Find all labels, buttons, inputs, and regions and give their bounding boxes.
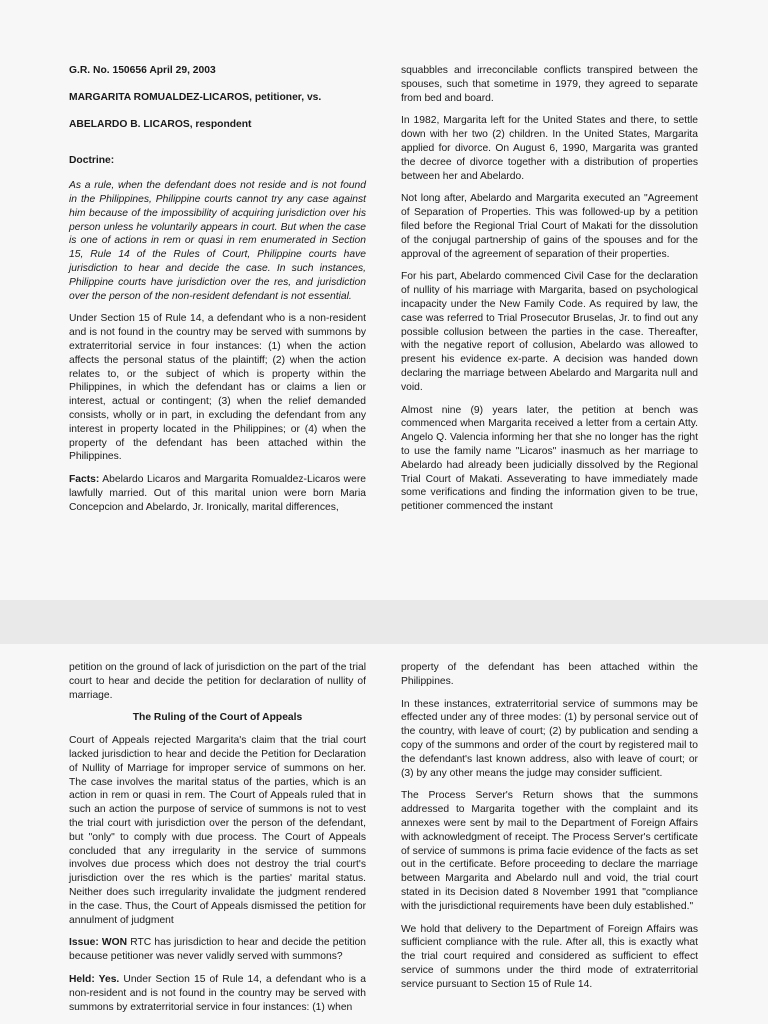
issue-text: RTC has jurisdiction to hear and decide the petition because petitioner was never validly served with summons? xyxy=(69,937,366,963)
issue-label: Issue: WON xyxy=(69,937,128,949)
paragraph: In these instances, extraterritorial service of summons may be effected under any of three modes: (1) by personal service out of the country, with leave of court; (2) by publication and sending a copy of the summons and order of the court by registered mail to the defendant's last known address, also with leave of court; or (3) by any other means the judge may consider sufficient. xyxy=(401,698,698,779)
rule-paragraph: Under Section 15 of Rule 14, a defendant who is a non-resident and is not found in the country may be served with summons by extraterritorial service in four instances: (1) when the action affects the personal status of the plaintiff; (2) when the action relates to, or the subject of which is property within the Philippines, in which the defendant has or claims a lien or interest, actual or contingent; (3) when the relief demanded consists, wholly or in part, in excluding the defendant from any interest in property located in the Philippines; or (4) when the property of the defendant has been attached within the Philippines. xyxy=(69,313,366,463)
issue-paragraph xyxy=(69,936,366,964)
page2-left-column xyxy=(69,661,366,1023)
ruling-paragraph: Court of Appeals rejected Margarita's claim that the trial court lacked jurisdiction to hear and decide the Petition for Declaration of Nullity of Marriage for improper service of summons on her. The case involves the marital status of the parties, which is an action in rem or quasi in rem. The Court of Appeals ruled that in such an action the purpose of service of summons is not to vest the trial court with jurisdiction over the person of the defendant, but "only" to comply with due process. The Court of Appeals concluded that any irregularity in the service of summons involves due process which does not destroy the trial court's jurisdiction over the res which is the parties' marital status. Neither does such irregularity invalidate the judgment rendered in the case. Thus, the Court of Appeals dismissed the petition for annulment of judgment xyxy=(69,735,366,926)
facts-text: Abelardo Licaros and Margarita Romualdez-Licaros were lawfully married. Out of this marital union were born Maria Concepcion and Abelardo, Jr. Ironically, marital differences, xyxy=(69,474,366,513)
document-page-2 xyxy=(0,644,768,1024)
petitioner-line: MARGARITA ROMUALDEZ-LICAROS, petitioner, vs. xyxy=(69,91,322,103)
facts-paragraph xyxy=(69,473,366,514)
paragraph: petition on the ground of lack of jurisdiction on the part of the trial court to hear and decide the petition for declaration of nullity of marriage. xyxy=(69,662,366,701)
paragraph: For his part, Abelardo commenced Civil Case for the declaration of nullity of his marriage with Margarita, based on psychological incapacity under the New Family Code. As required by law, the case was referred to Trial Prosecutor Bruselas, Jr. to find out any possible collusion between the parties in the case. Thereafter, with the negative report of collusion, Abelardo was allowed to present his evidence ex-parte. A decision was handed down declaring the marriage between Abelardo and Margarita null and void. xyxy=(401,271,698,393)
paragraph: In 1982, Margarita left for the United States and there, to settle down with her two (2) children. In the United States, Margarita applied for divorce. On August 6, 1990, Margarita was granted the decree of divorce together with a distribution of properties between her and Abelardo. xyxy=(401,115,698,182)
page2-right-column xyxy=(401,661,698,1001)
paragraph: Almost nine (9) years later, the petition at bench was commenced when Margarita received a letter from a certain Atty. Angelo Q. Valencia informing her that she no longer has the right to use the family name "Licaros" inasmuch as her marriage to Abelardo had already been judicially dissolved by the Regional Trial Court of Makati. Asseverating to have immediately made some verifications and finding the information given to be true, petitioner commenced the instant xyxy=(401,404,698,513)
respondent-line: ABELARDO B. LICAROS, respondent xyxy=(69,118,252,130)
held-paragraph xyxy=(69,973,366,1014)
case-number: G.R. No. 150656 April 29, 2003 xyxy=(69,65,216,76)
paragraph: property of the defendant has been attached within the Philippines. xyxy=(401,662,698,687)
facts-label: Facts: xyxy=(69,474,100,486)
paragraph: squabbles and irreconcilable conflicts transpired between the spouses, such that sometime in 1979, they agreed to separate from bed and board. xyxy=(401,65,698,104)
doctrine-text: As a rule, when the defendant does not reside and is not found in the Philippines, Philippine courts cannot try any case against him because of the impossibility of acquiring jurisdiction over his person unless he voluntarily appears in court. But when the case is one of actions in rem or quasi in rem enumerated in Section 15, Rule 14 of the Rules of Court, Philippine courts have jurisdiction to hear and decide the case. In such instances, Philippine courts have jurisdiction over the res, and jurisdiction over the person of the non-resident defendant is not essential. xyxy=(69,180,366,302)
paragraph: Not long after, Abelardo and Margarita executed an "Agreement of Separation of Properties. This was followed-up by a petition filed before the Regional Trial Court of Makati for the dissolution of the conjugal partnership of gains of the spouses and for the approval of the agreement of separation of their properties. xyxy=(401,193,698,260)
held-label: Held: Yes. xyxy=(69,973,120,985)
page1-right-column xyxy=(401,64,698,523)
paragraph: We hold that delivery to the Department of Foreign Affairs was sufficient compliance with the rule. After all, this is exactly what the trial court required and considered as sufficient to effect service of summons under the third mode of extraterritorial service pursuant to Section 15 of Rule 14. xyxy=(401,923,698,990)
paragraph: The Process Server's Return shows that the summons addressed to Margarita together with the complaint and its annexes were sent by mail to the Department of Foreign Affairs with acknowledgment of receipt. The Process Server's certificate of service of summons is prima facie evidence of the facts as set out in the certificate. Before proceeding to declare the marriage between Margarita and Abelardo null and void, the trial court stated in its Decision dated 8 November 1991 that "compliance with the jurisdictional requirements have been duly established." xyxy=(401,790,698,912)
doctrine-heading: Doctrine: xyxy=(69,155,115,167)
ruling-heading: The Ruling of the Court of Appeals xyxy=(132,712,303,724)
held-text: Under Section 15 of Rule 14, a defendant who is a non-resident and is not found in the country may be served with summons by extraterritorial service in four instances: (1) when xyxy=(69,973,366,1013)
page1-left-column xyxy=(69,64,366,524)
